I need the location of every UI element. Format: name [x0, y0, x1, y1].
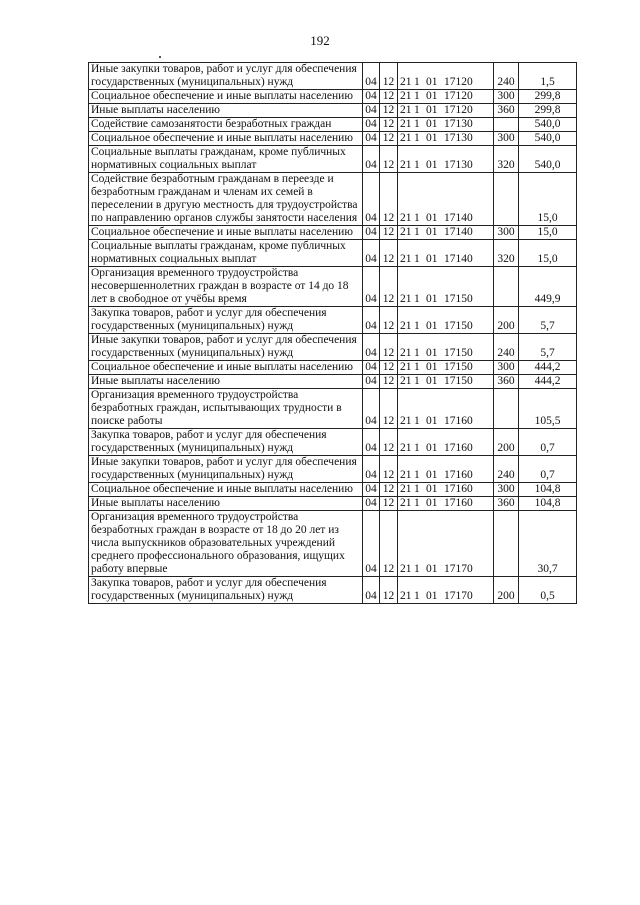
row-expense-type: 200	[494, 577, 519, 604]
csr-part: 1	[414, 90, 420, 102]
row-subsection: 12	[380, 483, 398, 497]
table-row	[89, 389, 577, 429]
csr-part: 1	[414, 375, 420, 387]
csr-part: 01	[426, 590, 438, 602]
csr-part: 17150	[444, 347, 473, 359]
csr-part: 21	[400, 253, 412, 265]
csr-part: 01	[426, 483, 438, 495]
row-name: Социальное обеспечение и иные выплаты населению	[89, 90, 363, 104]
row-section: 04	[363, 63, 380, 90]
row-subsection: 12	[380, 267, 398, 307]
csr-part: 1	[414, 212, 420, 224]
row-csr	[398, 118, 494, 132]
row-name: Социальные выплаты гражданам, кроме публичных нормативных социальных выплат	[89, 146, 363, 173]
row-subsection: 12	[380, 173, 398, 226]
row-expense-type: 240	[494, 456, 519, 483]
row-subsection: 12	[380, 429, 398, 456]
csr-part: 17130	[444, 159, 473, 171]
row-subsection: 12	[380, 146, 398, 173]
row-subsection: 12	[380, 361, 398, 375]
row-section: 04	[363, 577, 380, 604]
table-row	[89, 118, 577, 132]
row-section: 04	[363, 429, 380, 456]
csr-part: 21	[400, 590, 412, 602]
csr-part: 01	[426, 104, 438, 116]
row-csr	[398, 307, 494, 334]
csr-part: 01	[426, 347, 438, 359]
csr-part: 21	[400, 361, 412, 373]
row-subsection: 12	[380, 497, 398, 511]
row-csr	[398, 63, 494, 90]
csr-part: 21	[400, 159, 412, 171]
csr-part: 17140	[444, 226, 473, 238]
row-expense-type	[494, 267, 519, 307]
table-row	[89, 90, 577, 104]
row-sum: 15,0	[519, 173, 577, 226]
csr-part: 01	[426, 563, 438, 575]
csr-part: 01	[426, 76, 438, 88]
row-subsection: 12	[380, 389, 398, 429]
row-expense-type: 360	[494, 375, 519, 389]
row-subsection: 12	[380, 375, 398, 389]
row-name: Социальное обеспечение и иные выплаты населению	[89, 226, 363, 240]
row-sum: 5,7	[519, 307, 577, 334]
table-row	[89, 429, 577, 456]
table-row	[89, 483, 577, 497]
csr-part: 1	[414, 320, 420, 332]
row-section: 04	[363, 267, 380, 307]
row-name: Социальное обеспечение и иные выплаты населению	[89, 132, 363, 146]
row-section: 04	[363, 146, 380, 173]
row-sum: 540,0	[519, 132, 577, 146]
row-section: 04	[363, 104, 380, 118]
table-row	[89, 226, 577, 240]
scan-speck	[159, 56, 161, 58]
csr-part: 1	[414, 104, 420, 116]
row-subsection: 12	[380, 226, 398, 240]
row-section: 04	[363, 118, 380, 132]
row-sum: 0,7	[519, 429, 577, 456]
csr-part: 17160	[444, 483, 473, 495]
csr-part: 01	[426, 293, 438, 305]
csr-part: 17150	[444, 293, 473, 305]
csr-part: 01	[426, 212, 438, 224]
csr-part: 21	[400, 76, 412, 88]
row-name: Иные закупки товаров, работ и услуг для обеспечения государственных (муниципальных) нужд	[89, 334, 363, 361]
csr-part: 1	[414, 159, 420, 171]
csr-part: 21	[400, 226, 412, 238]
row-csr	[398, 173, 494, 226]
row-csr	[398, 429, 494, 456]
row-csr	[398, 483, 494, 497]
row-csr	[398, 104, 494, 118]
csr-part: 01	[426, 361, 438, 373]
csr-part: 01	[426, 497, 438, 509]
row-csr	[398, 132, 494, 146]
row-subsection: 12	[380, 63, 398, 90]
csr-part: 1	[414, 118, 420, 130]
csr-part: 01	[426, 442, 438, 454]
row-subsection: 12	[380, 104, 398, 118]
csr-part: 01	[426, 132, 438, 144]
row-subsection: 12	[380, 511, 398, 577]
row-section: 04	[363, 511, 380, 577]
budget-table	[88, 62, 577, 604]
row-expense-type	[494, 173, 519, 226]
row-sum: 15,0	[519, 240, 577, 267]
row-csr	[398, 577, 494, 604]
row-name: Организация временного трудоустройства несовершеннолетних граждан в возрасте от 14 до 18 лет в свободное от учёбы время	[89, 267, 363, 307]
row-expense-type: 240	[494, 63, 519, 90]
row-expense-type: 360	[494, 497, 519, 511]
row-name: Иные закупки товаров, работ и услуг для обеспечения государственных (муниципальных) нужд	[89, 63, 363, 90]
table-row	[89, 375, 577, 389]
csr-part: 21	[400, 415, 412, 427]
table-row	[89, 104, 577, 118]
row-section: 04	[363, 361, 380, 375]
table-row	[89, 240, 577, 267]
csr-part: 21	[400, 563, 412, 575]
row-expense-type: 300	[494, 226, 519, 240]
row-sum: 299,8	[519, 90, 577, 104]
row-csr	[398, 146, 494, 173]
csr-part: 1	[414, 469, 420, 481]
csr-part: 01	[426, 159, 438, 171]
row-sum: 15,0	[519, 226, 577, 240]
row-name: Организация временного трудоустройства безработных граждан, испытывающих трудности в поиске работы	[89, 389, 363, 429]
row-name: Закупка товаров, работ и услуг для обеспечения государственных (муниципальных) нужд	[89, 307, 363, 334]
row-sum: 0,5	[519, 577, 577, 604]
row-sum: 444,2	[519, 361, 577, 375]
row-csr	[398, 456, 494, 483]
csr-part: 21	[400, 442, 412, 454]
row-sum: 30,7	[519, 511, 577, 577]
table-row	[89, 63, 577, 90]
row-sum: 540,0	[519, 118, 577, 132]
csr-part: 1	[414, 442, 420, 454]
row-csr	[398, 497, 494, 511]
csr-part: 17120	[444, 76, 473, 88]
csr-part: 21	[400, 104, 412, 116]
row-name: Содействие безработным гражданам в переезде и безработным гражданам и членам их семей в переселении в другую местность для трудоустройства по направлению органов службы занятости населения	[89, 173, 363, 226]
table-row	[89, 173, 577, 226]
csr-part: 21	[400, 375, 412, 387]
row-name: Закупка товаров, работ и услуг для обеспечения государственных (муниципальных) нужд	[89, 577, 363, 604]
csr-part: 1	[414, 293, 420, 305]
csr-part: 1	[414, 76, 420, 88]
csr-part: 01	[426, 415, 438, 427]
row-sum: 444,2	[519, 375, 577, 389]
budget-table-body	[89, 63, 577, 604]
csr-part: 01	[426, 375, 438, 387]
csr-part: 17160	[444, 415, 473, 427]
row-expense-type: 360	[494, 104, 519, 118]
row-sum: 0,7	[519, 456, 577, 483]
csr-part: 1	[414, 347, 420, 359]
row-sum: 104,8	[519, 483, 577, 497]
csr-part: 17150	[444, 361, 473, 373]
row-section: 04	[363, 334, 380, 361]
row-expense-type: 300	[494, 90, 519, 104]
table-row	[89, 497, 577, 511]
csr-part: 17140	[444, 212, 473, 224]
row-name: Социальное обеспечение и иные выплаты населению	[89, 361, 363, 375]
csr-part: 17130	[444, 132, 473, 144]
row-name: Иные выплаты населению	[89, 375, 363, 389]
csr-part: 17130	[444, 118, 473, 130]
row-subsection: 12	[380, 118, 398, 132]
row-csr	[398, 226, 494, 240]
row-expense-type	[494, 511, 519, 577]
row-section: 04	[363, 389, 380, 429]
row-section: 04	[363, 497, 380, 511]
row-subsection: 12	[380, 90, 398, 104]
csr-part: 1	[414, 415, 420, 427]
csr-part: 01	[426, 90, 438, 102]
row-subsection: 12	[380, 577, 398, 604]
row-name: Иные выплаты населению	[89, 497, 363, 511]
csr-part: 1	[414, 483, 420, 495]
csr-part: 17120	[444, 90, 473, 102]
row-sum: 540,0	[519, 146, 577, 173]
csr-part: 01	[426, 226, 438, 238]
csr-part: 1	[414, 590, 420, 602]
row-sum: 299,8	[519, 104, 577, 118]
row-sum: 105,5	[519, 389, 577, 429]
row-csr	[398, 361, 494, 375]
row-expense-type: 320	[494, 146, 519, 173]
row-csr	[398, 375, 494, 389]
row-csr	[398, 334, 494, 361]
row-name: Содействие самозанятости безработных граждан	[89, 118, 363, 132]
row-section: 04	[363, 483, 380, 497]
csr-part: 21	[400, 483, 412, 495]
table-row	[89, 511, 577, 577]
csr-part: 17160	[444, 469, 473, 481]
row-sum: 104,8	[519, 497, 577, 511]
csr-part: 1	[414, 563, 420, 575]
row-csr	[398, 240, 494, 267]
row-expense-type: 300	[494, 483, 519, 497]
row-expense-type	[494, 118, 519, 132]
csr-part: 17150	[444, 375, 473, 387]
row-section: 04	[363, 240, 380, 267]
csr-part: 21	[400, 212, 412, 224]
table-row	[89, 146, 577, 173]
row-subsection: 12	[380, 334, 398, 361]
row-expense-type: 200	[494, 307, 519, 334]
csr-part: 17160	[444, 442, 473, 454]
row-subsection: 12	[380, 240, 398, 267]
csr-part: 21	[400, 118, 412, 130]
table-row	[89, 577, 577, 604]
row-expense-type	[494, 389, 519, 429]
csr-part: 17120	[444, 104, 473, 116]
row-expense-type: 240	[494, 334, 519, 361]
row-name: Иные закупки товаров, работ и услуг для обеспечения государственных (муниципальных) нужд	[89, 456, 363, 483]
page-number: 192	[310, 33, 330, 48]
row-expense-type: 300	[494, 361, 519, 375]
csr-part: 1	[414, 361, 420, 373]
csr-part: 21	[400, 132, 412, 144]
row-expense-type: 320	[494, 240, 519, 267]
csr-part: 1	[414, 253, 420, 265]
csr-part: 01	[426, 320, 438, 332]
row-name: Социальное обеспечение и иные выплаты населению	[89, 483, 363, 497]
csr-part: 17140	[444, 253, 473, 265]
row-section: 04	[363, 173, 380, 226]
row-subsection: 12	[380, 456, 398, 483]
csr-part: 21	[400, 90, 412, 102]
table-row	[89, 132, 577, 146]
row-sum: 5,7	[519, 334, 577, 361]
csr-part: 21	[400, 497, 412, 509]
row-expense-type: 300	[494, 132, 519, 146]
row-section: 04	[363, 456, 380, 483]
table-row	[89, 334, 577, 361]
row-sum: 449,9	[519, 267, 577, 307]
row-subsection: 12	[380, 307, 398, 334]
csr-part: 1	[414, 497, 420, 509]
table-row	[89, 267, 577, 307]
csr-part: 01	[426, 253, 438, 265]
row-name: Закупка товаров, работ и услуг для обеспечения государственных (муниципальных) нужд	[89, 429, 363, 456]
row-section: 04	[363, 226, 380, 240]
csr-part: 21	[400, 293, 412, 305]
csr-part: 17160	[444, 497, 473, 509]
csr-part: 21	[400, 320, 412, 332]
row-subsection: 12	[380, 132, 398, 146]
csr-part: 21	[400, 469, 412, 481]
row-csr	[398, 90, 494, 104]
csr-part: 01	[426, 469, 438, 481]
row-sum: 1,5	[519, 63, 577, 90]
csr-part: 1	[414, 226, 420, 238]
csr-part: 17150	[444, 320, 473, 332]
row-csr	[398, 267, 494, 307]
csr-part: 01	[426, 118, 438, 130]
row-name: Социальные выплаты гражданам, кроме публичных нормативных социальных выплат	[89, 240, 363, 267]
row-expense-type: 200	[494, 429, 519, 456]
row-section: 04	[363, 375, 380, 389]
table-row	[89, 307, 577, 334]
csr-part: 17170	[444, 590, 473, 602]
csr-part: 17170	[444, 563, 473, 575]
row-name: Организация временного трудоустройства безработных граждан в возрасте от 18 до 20 лет из числа выпускников образовательных учреждений среднего профессионального образования, ищущих работу впервые	[89, 511, 363, 577]
row-section: 04	[363, 132, 380, 146]
table-row	[89, 361, 577, 375]
row-section: 04	[363, 307, 380, 334]
row-section: 04	[363, 90, 380, 104]
csr-part: 1	[414, 132, 420, 144]
table-row	[89, 456, 577, 483]
csr-part: 21	[400, 347, 412, 359]
row-name: Иные выплаты населению	[89, 104, 363, 118]
row-csr	[398, 511, 494, 577]
row-csr	[398, 389, 494, 429]
